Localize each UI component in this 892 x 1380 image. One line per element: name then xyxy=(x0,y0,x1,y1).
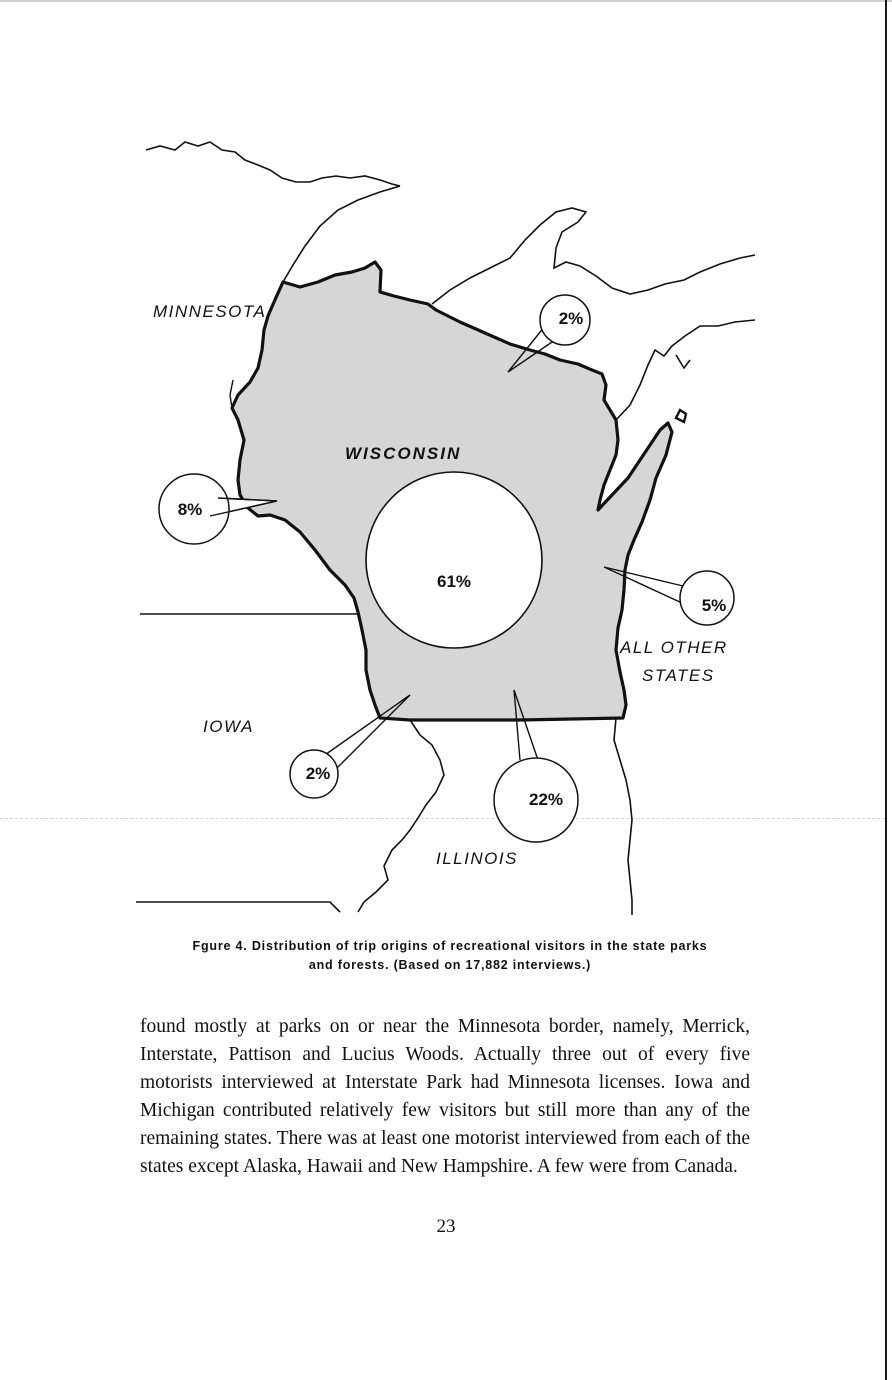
wisconsin-label: WISCONSIN xyxy=(345,444,462,463)
mississippi-river-border xyxy=(358,720,444,912)
michigan-shoreline xyxy=(616,320,755,420)
washington-island xyxy=(676,410,686,422)
michigan-percentage: 2% xyxy=(558,309,584,328)
illinois-percentage: 22% xyxy=(528,790,564,809)
other-states-label-line1: ALL OTHER xyxy=(620,638,728,657)
minnesota-label: MINNESOTA xyxy=(153,302,267,321)
page-number: 23 xyxy=(436,1216,456,1237)
illinois-east-border xyxy=(614,718,632,915)
iowa-percentage: 2% xyxy=(305,764,331,783)
iowa-label: IOWA xyxy=(203,717,255,736)
michigan-upper-peninsula-outline xyxy=(432,208,755,304)
other-states-label-line2: STATES xyxy=(642,666,715,685)
body-paragraph: found mostly at parks on or near the Minnesota border, namely, Merrick, Interstate, Pattison and Lucius Woods. Actually three out of every five motorists interviewed at Interstate Park had Minnesota licenses. Iowa and Michigan contributed relatively few visitors but still more than any of the remaining states. There was at least one motorist interviewed from each of the states except Alaska, Hawaii and New Hampshire. A few were from Canada. xyxy=(140,1016,750,1177)
figure-caption-line1: Fgure 4. Distribution of trip origins of recreational visitors in the state parks xyxy=(192,939,708,953)
figure-caption-line2: and forests. (Based on 17,882 interviews.) xyxy=(308,958,592,972)
iowa-south-border xyxy=(136,902,340,912)
other-states-percentage: 5% xyxy=(701,596,727,615)
minnesota-outline xyxy=(146,142,400,282)
wisconsin-percentage-bubble xyxy=(366,472,542,648)
figure-caption xyxy=(150,937,750,975)
minnesota-percentage: 8% xyxy=(177,500,203,519)
wisconsin-percentage: 61% xyxy=(436,572,472,591)
illinois-label: ILLINOIS xyxy=(436,849,518,868)
